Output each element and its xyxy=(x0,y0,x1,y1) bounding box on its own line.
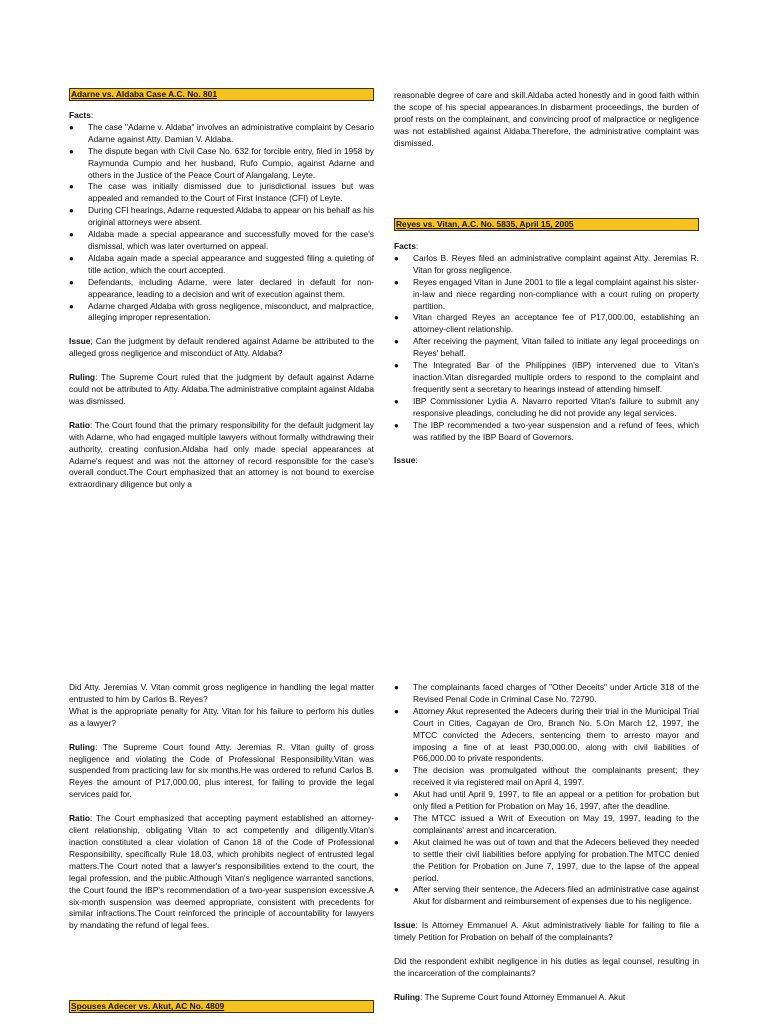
case1-ruling: Ruling: The Supreme Court ruled that the judgment by default against Adarne could not be attributed to Atty. Aldaba.The administrative complaint against Aldaba was dismissed. xyxy=(69,372,374,406)
case2-issue-question-2: What is the appropriate penalty for Atty. Vitan for his failure to perform his duties as a lawyer? xyxy=(69,705,374,728)
case2-facts-list xyxy=(394,253,699,444)
case1-issue: Issue; Can the judgment by default rendered against Adarne be attributed to the alleged gross negligence and misconduct of Atty. Aldaba? xyxy=(69,336,374,359)
case1-facts-heading: Facts: xyxy=(69,110,94,120)
list-item: ● The complainants faced charges of "Other Deceits" under Article 318 of the Revised Penal Code in Criminal Case No. 72790. xyxy=(394,682,699,706)
page2-right-column xyxy=(394,682,699,1004)
page2-left-column-case3 xyxy=(69,1000,374,1013)
list-item: ● Vitan charged Reyes an acceptance fee of P17,000.00, establishing an attorney-client relationship. xyxy=(394,312,699,336)
list-item: ● IBP Commissioner Lydia A. Navarro reported Vitan's failure to submit any responsive pleadings, concluding he did not provide any legal services. xyxy=(394,396,699,420)
page2-left-column xyxy=(69,682,374,932)
list-item: ● Akut had until April 9, 1997, to file an appeal or a petition for probation but only filed a Petition for Probation on May 16, 1997, after the deadline. xyxy=(394,789,699,813)
case2-ruling: Ruling: The Supreme Court found Atty. Jeremias R. Vitan guilty of gross negligence and violating the Code of Professional Responsibility.Vitan was suspended from practicing law for six months.He was ordered to refund Carlos B. Reyes the amount of P17,000.00, plus interest, for failing to provide the legal services paid for. xyxy=(69,741,374,800)
page1-right-column-case2 xyxy=(394,218,699,467)
list-item: ● The decision was promulgated without the complainants present; they received it via registered mail on April 4, 1997. xyxy=(394,765,699,789)
list-item: ● The MTCC issued a Writ of Execution on May 19, 1997, leading to the complainants' arrest and incarceration. xyxy=(394,813,699,837)
list-item: ● After receiving the payment, Vitan failed to initiate any legal proceedings on Reyes' behalf. xyxy=(394,336,699,360)
list-item: ● Akut claimed he was out of town and that the Adecers believed they needed to settle their civil liabilities before applying for probation.The MTCC denied the Petition for Probation on June 7, 1997, due to the lapse of the appeal period. xyxy=(394,837,699,885)
list-item: ● After serving their sentence, the Adecers filed an administrative case against Akut for disbarment and reimbursement of expenses due to his negligence. xyxy=(394,884,699,908)
list-item: ● The dispute began with Civil Case No. 632 for forcible entry, filed in 1958 by Raymunda Cumpio and her husband, Rufo Cumpio, against Adarne and others in the Justice of the Peace Court of Alangalang, Leyte. xyxy=(69,146,374,182)
list-item: ● Aldaba made a special appearance and successfully moved for the case's dismissal, which was later overturned on appeal. xyxy=(69,229,374,253)
list-item: ● The Integrated Bar of the Philippines (IBP) intervened due to Vitan's inaction.Vitan disregarded multiple orders to respond to the complaint and frequently sent a secretary to hearings instead of attending himself. xyxy=(394,360,699,396)
case3-ruling: Ruling: The Supreme Court found Attorney Emmanuel A. Akut xyxy=(394,991,626,1002)
case1-title: Adarne vs. Aldaba Case A.C. No. 801 xyxy=(69,88,374,101)
case2-ratio: Ratio: The Court emphasized that accepting payment established an attorney-client relationship, obligating Vitan to act competently and diligently.Vitan's inaction constituted a clear violation of Canon 18 of the Code of Professional Responsibility, specifically Rule 18.03, which prohibits neglect of entrusted legal matters.The Court noted that a lawyer's responsibilities extend to the court, the legal profession, and the public.Although Vitan's negligence warranted sanctions, the Court found the IBP's recommendation of a two-year suspension excessive.A six-month suspension was deemed appropriate, consistent with precedents for similar infractions.The Court reinforced the principle of accountability for lawyers by mandating the refund of legal fees. xyxy=(69,813,374,931)
list-item: ● Attorney Akut represented the Adecers during their trial in the Municipal Trial Court in Cities, Cagayan de Oro, Branch No. 5.On March 12, 1997, the MTCC convicted the Adecers, sentencing them to arresto mayor and imposing a fine of at least P30,000.00, along with civil liabilities of P66,000.00 to private respondents. xyxy=(394,706,699,766)
case2-title: Reyes vs. Vitan, A.C. No. 5835, April 15, 2005 xyxy=(394,218,699,231)
list-item: ● Defendants, including Adarne, were later declared in default for non-appearance, leading to a decision and writ of execution against them. xyxy=(69,277,374,301)
case1-facts-list xyxy=(69,122,374,324)
page1-right-column xyxy=(394,90,699,150)
case2-facts-heading: Facts: xyxy=(394,241,419,251)
case3-issue-2: Did the respondent exhibit negligence in his duties as legal counsel, resulting in the incarceration of the complainants? xyxy=(394,956,699,978)
list-item: ● Aldaba again made a special appearance and suggested filing a quieting of title action, which the court accepted. xyxy=(69,253,374,277)
list-item: ● Adarne charged Aldaba with gross negligence, misconduct, and malpractice, alleging improper representation. xyxy=(69,301,374,325)
case1-ratio-continued: reasonable degree of care and skill.Aldaba acted honestly and in good faith within the scope of his special appearances.In disbarment proceedings, the burden of proof rests on the complainant, and convincing proof of malpractice or negligence was not established against Aldaba.Therefore, the administrative complaint was dismissed. xyxy=(394,90,699,148)
list-item: ● Carlos B. Reyes filed an administrative complaint against Atty. Jeremias R. Vitan for gross negligence. xyxy=(394,253,699,277)
case2-issue-heading: Issue: xyxy=(394,455,418,466)
page1-left-column xyxy=(69,88,374,491)
case3-facts-list xyxy=(394,682,699,908)
list-item: ● The IBP recommended a two-year suspension and a refund of fees, which was ratified by the IBP Board of Governors. xyxy=(394,420,699,444)
list-item: ● During CFI hearings, Adarne requested Aldaba to appear on his behalf as his original attorneys were absent. xyxy=(69,205,374,229)
case1-ratio: Ratio: The Court found that the primary responsibility for the default judgment lay with Adarne, who had engaged multiple lawyers without formally withdrawing their authority, creating confusion.Aldaba had only made special appearances at Adarne's request and was not the attorney of record responsible for the case's overall conduct.The Court emphasized that an attorney is not bound to exercise extraordinary diligence but only a xyxy=(69,419,374,490)
list-item: ● The case was initially dismissed due to jurisdictional issues but was appealed and remanded to the Court of First Instance (CFI) of Leyte. xyxy=(69,181,374,205)
case2-issue-question-1: Did Atty. Jeremias V. Vitan commit gross negligence in handling the legal matter entrusted to him by Carlos B. Reyes? xyxy=(69,682,374,704)
list-item: ● The case "Adarne v. Aldaba" involves an administrative complaint by Cesario Adarne against Atty. Damian V. Aldaba. xyxy=(69,122,374,146)
list-item: ● Reyes engaged Vitan in June 2001 to file a legal complaint against his sister-in-law and niece regarding non-compliance with a court ruling on property partition. xyxy=(394,277,699,313)
case3-title: Spouses Adecer vs. Akut, AC No. 4809 xyxy=(69,1000,374,1013)
case3-issue: Issue: Is Attorney Emmanuel A. Akut administratively liable for failing to file a timely Petition for Probation on behalf of the complainants? xyxy=(394,920,699,943)
